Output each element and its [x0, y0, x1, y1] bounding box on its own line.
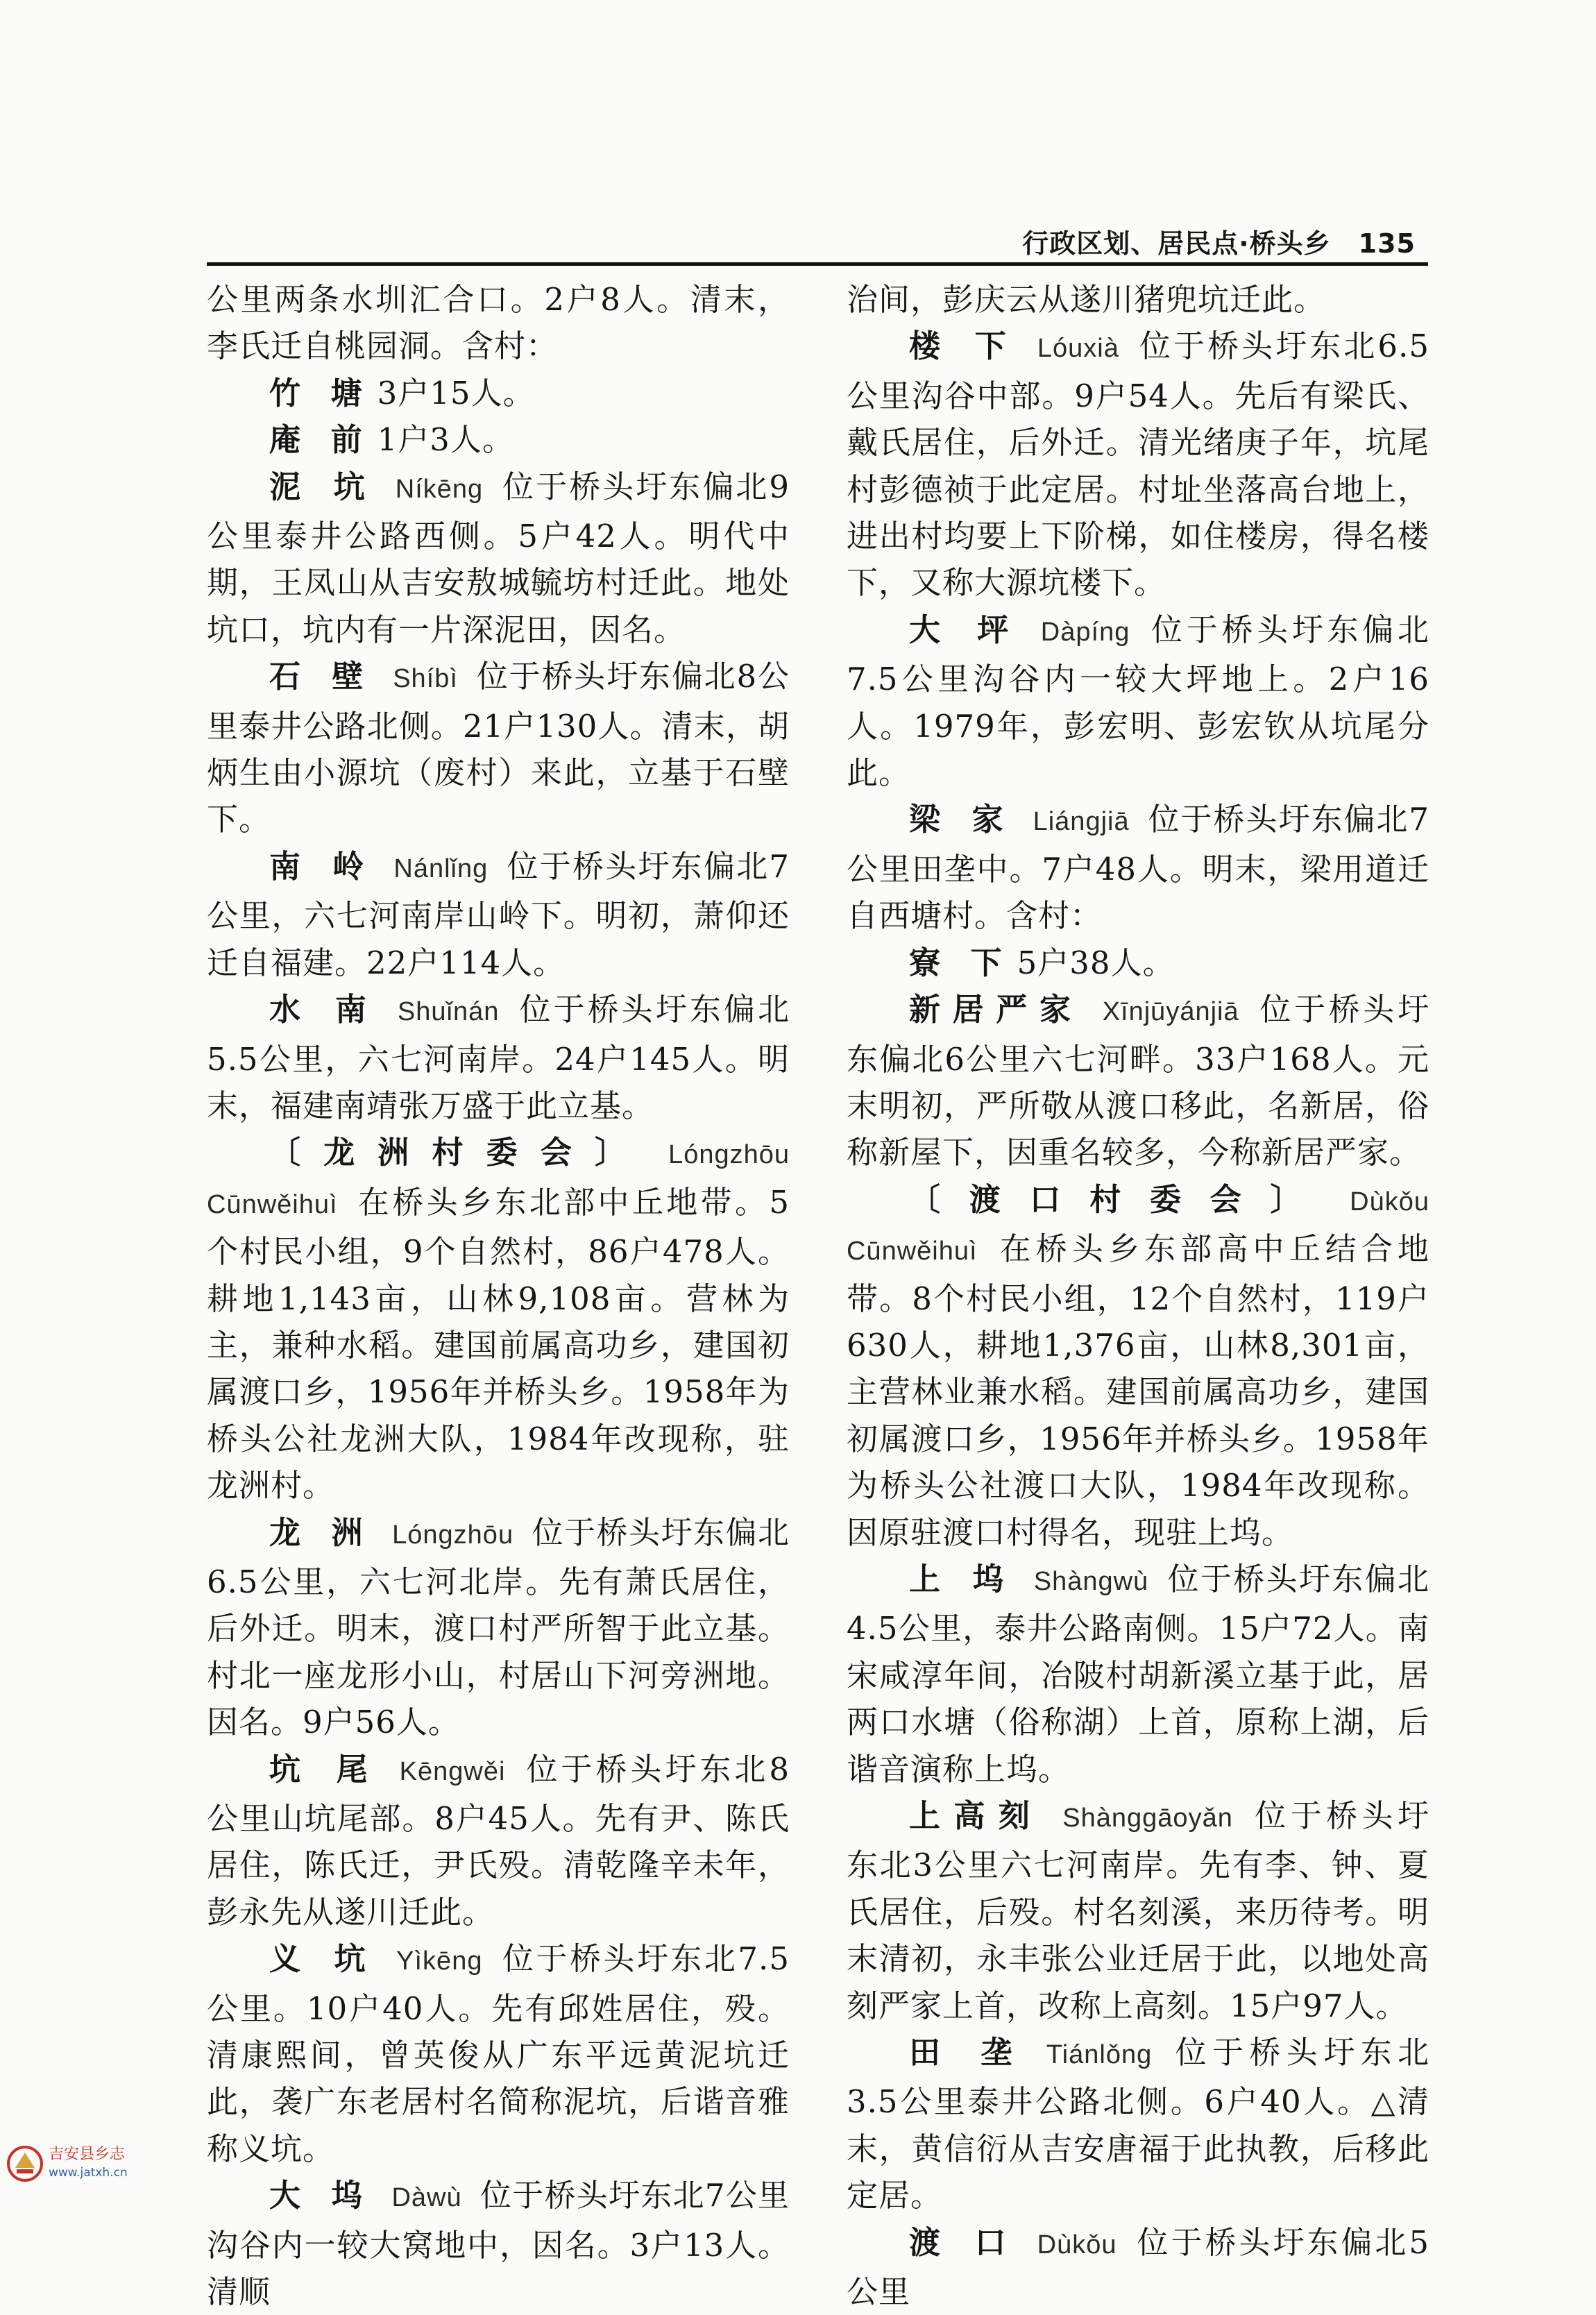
entry-text: 位于桥头圩东偏北7公里，六七河南岸山岭下。明初，萧仰还迁自福建。22户114人。: [207, 847, 790, 981]
entry-text: 3户15人。: [377, 374, 535, 412]
entry-headword: 〔龙洲村委会〕: [269, 1134, 650, 1171]
entry-headword: 石 壁: [269, 658, 374, 695]
page-number: 135: [1358, 228, 1416, 259]
entry-text: 位于桥头圩东偏北7.5公里沟谷内一较大坪地上。2户16人。1979年，彭宏明、彭宏钦从坑尾分此。: [847, 611, 1429, 792]
entry: [207, 1509, 790, 1746]
entry-headword: 水 南: [269, 991, 378, 1028]
header-rule: [207, 262, 1428, 266]
entry-text: 位于桥头圩东北3公里六七河南岸。先有李、钟、夏氏居住，后殁。村名刻溪，来历待考。明末清初，永丰张公业迁居于此，以地处高刻严家上首，改称上高刻。15户97人。: [847, 1797, 1429, 2024]
entry: [847, 986, 1429, 1176]
entry-headword: 上 坞: [909, 1560, 1015, 1597]
entry-text: 在桥头乡东部高中丘结合地带。8个村民小组，12个自然村，119户630人，耕地1,376亩，山林8,301亩，主营林业兼水稻。建国前属高功乡，建国初属渡口乡，1956年并桥头乡。1958年为桥头公社渡口大队，1984年改现称。因原驻渡口村得名，现驻上坞。: [847, 1230, 1429, 1551]
entry-text: 位于桥头圩东北7公里沟谷内一较大窝地中，因名。3户13人。清顺: [207, 2177, 790, 2311]
entry: [207, 464, 790, 654]
entry: [207, 653, 790, 843]
site-watermark: [6, 2144, 128, 2183]
left-column: [207, 276, 790, 2315]
entry-text: 公里两条水圳汇合口。2户8人。清末，李氏迁自桃园洞。含村：: [207, 281, 790, 365]
entry: [847, 2029, 1429, 2219]
watermark-url: www.jatxh.cn: [49, 2166, 128, 2180]
entry-pinyin: Xīnjūyánjiā: [1102, 997, 1239, 1027]
entry-pinyin: Dùkǒu: [1037, 2230, 1117, 2259]
entry-text: 位于桥头圩东偏北7公里田垄中。7户48人。明末，梁用道迁自西塘村。含村：: [847, 801, 1429, 935]
entry-pinyin: Dùkǒu Cūnwěihuì: [847, 1187, 1429, 1266]
entry: [847, 276, 1429, 323]
entry-headword: 田 垄: [909, 2034, 1027, 2071]
entry-text: 位于桥头圩东偏北6公里六七河畔。33户168人。元末明初，严所敬从渡口移此，名新居，俗称新屋下，因重名较多，今称新居严家。: [847, 991, 1429, 1171]
entry-pinyin: Shíbì: [393, 664, 458, 694]
entry: [207, 2172, 790, 2315]
entry-text: 位于桥头圩东北8公里山坑尾部。8户45人。先有尹、陈氏居住，陈氏迁，尹氏殁。清乾隆辛未年，彭永先从遂川迁此。: [207, 1750, 790, 1931]
watermark-line1: 吉安县乡志: [49, 2146, 126, 2163]
entry: [847, 607, 1429, 797]
entry-headword: 渡 口: [909, 2223, 1018, 2261]
entry-headword: 〔渡口村委会〕: [909, 1180, 1331, 1218]
entry-headword: 坑 尾: [269, 1750, 380, 1788]
entry-headword: 竹 塘: [269, 374, 372, 412]
entry-text: 位于桥头圩东北6.5公里沟谷中部。9户54人。先后有梁氏、戴氏居住，后外迁。清光绪庚子年，坑尾村彭德祯于此定居。村址坐落高台地上，进出村均要上下阶梯，如住楼房，得名楼下，又称大源坑楼下。: [847, 328, 1429, 602]
entry-text: 位于桥头圩东偏北8公里泰井公路北侧。21户130人。清末，胡炳生由小源坑（废村）来此，立基于石壁下。: [207, 658, 790, 838]
entry: [847, 940, 1429, 986]
entry-text: 5户38人。: [1017, 944, 1175, 981]
entry: [207, 416, 790, 463]
entry-text: 位于桥头圩东偏北5公里: [847, 2223, 1429, 2311]
entry-headword: 楼 下: [909, 328, 1018, 365]
entry: [847, 1792, 1429, 2029]
entry-headword: 上高刻: [909, 1797, 1044, 1834]
entry-headword: 泥 坑: [269, 468, 376, 505]
entry-pinyin: Níkēng: [395, 474, 484, 504]
entry: [207, 986, 790, 1129]
entry: [847, 796, 1429, 939]
entry-text: 治间，彭庆云从遂川猪兜坑迁此。: [847, 281, 1326, 318]
emblem-icon: [6, 2144, 44, 2183]
entry: [847, 1176, 1429, 1556]
entry-text: 1户3人。: [377, 421, 514, 459]
entry-headword: 新居严家: [909, 991, 1083, 1028]
entry-pinyin: Shuǐnán: [397, 997, 500, 1027]
entry: [847, 323, 1429, 606]
entry-pinyin: Lóngzhōu: [392, 1520, 514, 1550]
entry-headword: 大 坞: [269, 2177, 373, 2214]
entry-pinyin: Yìkēng: [396, 1947, 483, 1976]
entry-text: 位于桥头圩东偏北4.5公里，泰井公路南侧。15户72人。南宋咸淳年间，冶陂村胡新溪立基于此，居两口水塘（俗称湖）上首，原称上湖，后谐音演称上坞。: [847, 1560, 1429, 1788]
entry-headword: 寮 下: [909, 944, 1012, 981]
entry-headword: 龙 洲: [269, 1513, 373, 1551]
entry: [207, 1746, 790, 1936]
entry-headword: 梁 家: [909, 801, 1014, 838]
entry-text: 位于桥头圩东北3.5公里泰井公路北侧。6户40人。△清末，黄信衍从吉安唐福于此执教，后移此定居。: [847, 2034, 1429, 2214]
entry-pinyin: Shànggāoyǎn: [1062, 1804, 1233, 1833]
entry-text: 位于桥头圩东偏北9公里泰井公路西侧。5户42人。明代中期，王凤山从吉安敖城毓坊村迁此。地处坑口，坑内有一片深泥田，因名。: [207, 468, 790, 648]
entry-pinyin: Nánlǐng: [393, 854, 489, 883]
entry-pinyin: Dàwù: [391, 2183, 462, 2213]
entry: [207, 843, 790, 986]
entry-text: 位于桥头圩东偏北5.5公里，六七河南岸。24户145人。明末，福建南靖张万盛于此立基。: [207, 991, 790, 1124]
entry-pinyin: Kēngwěi: [399, 1756, 506, 1786]
entry-text: 位于桥头圩东北7.5公里。10户40人。先有邱姓居住，殁。清康熙间，曾英俊从广东平远黄泥坑迁此，袭广东老居村名简称泥坑，后谐音雅称义坑。: [207, 1940, 790, 2167]
watermark-text: [49, 2146, 128, 2182]
right-column: [847, 276, 1429, 2315]
entry-headword: 庵 前: [269, 421, 372, 459]
entry-pinyin: Dàpíng: [1040, 617, 1130, 647]
entry-text: 位于桥头圩东偏北6.5公里，六七河北岸。先有萧氏居住，后外迁。明末，渡口村严所智于此立基。村北一座龙形小山，村居山下河旁洲地。因名。9户56人。: [207, 1513, 790, 1741]
entry: [207, 276, 790, 370]
entry: [207, 1935, 790, 2172]
entry: [207, 1129, 790, 1509]
entry: [207, 370, 790, 416]
entry-headword: 大 坪: [909, 611, 1021, 648]
entry-text: 在桥头乡东北部中丘地带。5个村民小组，9个自然村，86户478人。耕地1,143亩，山林9,108亩。营林为主，兼种水稻。建国前属高功乡，建国初属渡口乡，1956年并桥头乡。1958年为桥头公社龙洲大队，1984年改现称，驻龙洲村。: [207, 1183, 790, 1504]
entry-pinyin: Tiánlǒng: [1046, 2040, 1153, 2070]
header-title: 行政区划、居民点·桥头乡: [1022, 228, 1331, 259]
entry: [847, 1556, 1429, 1792]
entry-headword: 义 坑: [269, 1940, 377, 1978]
entry-pinyin: Lóngzhōu Cūnwěihuì: [207, 1140, 790, 1219]
entry-pinyin: Lóuxià: [1037, 334, 1119, 364]
entry-pinyin: Liángjiā: [1033, 807, 1130, 837]
entry: [847, 2219, 1429, 2315]
entry-pinyin: Shàngwù: [1033, 1566, 1149, 1596]
entry-headword: 南 岭: [269, 847, 375, 885]
running-header: [0, 222, 1416, 260]
